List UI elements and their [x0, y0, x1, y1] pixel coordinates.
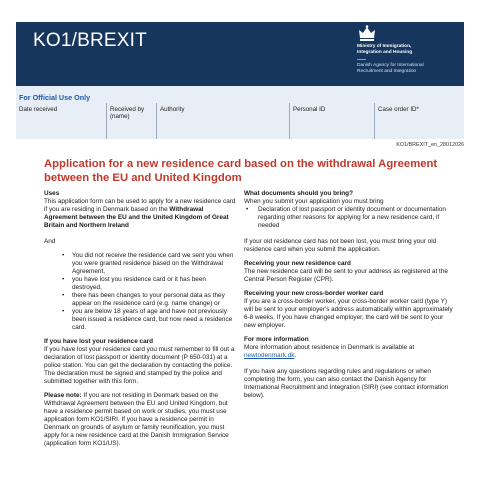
lost-card-paragraph: If you have lost your residence card you must remember to fill out a declaration of lost passport or identity document (P 650-031) at a police station. You can get the declaration by contacting the police. The declaration must be signed and stamped by the police and submitted together with this form. [44, 346, 235, 385]
document-title: Application for a new residence card based on the withdrawal Agreement between the EU and United Kingdom [44, 158, 438, 184]
official-use-table [16, 103, 464, 139]
cross-border-paragraph: If you are a cross-border worker, your cross-border worker card (type Y) will be sent to your employer's address automatically within approximately 6-8 weeks. If you have changed employer, the card will be sent to your new employer. [244, 298, 453, 329]
list-item: • You did not receive the residence card we sent you when you were granted residence based on the Withdrawal Agreement, [44, 252, 236, 276]
crown-icon [357, 25, 377, 42]
receiving-paragraph: The new residence card will be sent to your address as registered at the Central Person Register (CPR). [244, 268, 448, 283]
questions-paragraph: If you have any questions regarding rules and regulations or when completing the form, you can also contact the Danish Agency for International Recruitment and Integration (SIRI) (see contact information below). [244, 368, 449, 399]
receiving-heading: Receiving your new residence card [244, 260, 351, 267]
right-column [244, 190, 454, 400]
form-number: KO1/BREXIT_en_28012026 [396, 142, 464, 148]
list-item: • you are below 18 years of age and have not previously been issued a residence card, but now need a residence card. [44, 308, 236, 332]
more-info-heading: For more information [244, 336, 309, 343]
documents-list [244, 206, 454, 230]
more-info-paragraph: More information about residence in Denmark is available at newtodenmark.dk. [244, 344, 415, 359]
newtodenmark-link[interactable]: newtodenmark.dk [244, 352, 295, 359]
field-case-order-id: Case order ID* [374, 103, 464, 139]
field-date-received: Date received [19, 106, 58, 113]
agency-name: Danish Agency for International Recruitment and Integration [357, 63, 424, 75]
lost-card-heading: If you have lost your residence card [44, 338, 154, 345]
logo-divider [357, 59, 366, 60]
documents-heading: What documents should you bring? [244, 190, 353, 197]
list-item: • there has been changes to your personal data as they appear on the residence card (e.g. name change) or [44, 292, 236, 308]
cross-border-heading: Receiving your new cross-border worker card [244, 290, 384, 297]
form-code: KO1/BREXIT [33, 30, 147, 51]
field-received-by: Received by (name) [106, 103, 156, 139]
field-authority: Authority [156, 103, 289, 139]
conditions-list [44, 252, 236, 332]
official-use-title: For Official Use Only [19, 93, 91, 102]
header-banner [16, 22, 464, 86]
uses-heading: Uses [44, 190, 60, 197]
uses-paragraph: This application form can be used to apply for a new residence card if you are residing in Denmark based on the Withdrawal Agreement between the EU and the United Kingdom of Great Britain and Northern Ireland [44, 198, 236, 229]
note-paragraph: Please note: If you are not residing in Denmark based on the Withdrawal Agreement between the EU and United Kingdom, but have a residence permit based on work or studies, you must use application form KO1/SIRI. If you have a residence permit in Denmark on grounds of asylum or family reunification, you must apply for a new residence card at the Danish Immigration Service (application form KO1/US). [44, 392, 229, 447]
left-column [44, 190, 236, 448]
old-card-paragraph: If your old residence card has not been lost, you must bring your old residence card when you submit the application. [244, 238, 437, 253]
and-text: And [44, 238, 56, 245]
field-personal-id: Personal ID [289, 103, 374, 139]
documents-paragraph: When you submit your application you must bring [244, 198, 384, 205]
list-item: • Declaration of lost passport or identity document or documentation regarding other reasons for applying for a new residence card, if needed [244, 206, 454, 230]
official-use-box [16, 86, 464, 139]
list-item: • you have lost you residence card or it has been destroyed, [44, 276, 236, 292]
ministry-name: Ministry of Immigration, Integration and Housing [357, 44, 413, 56]
